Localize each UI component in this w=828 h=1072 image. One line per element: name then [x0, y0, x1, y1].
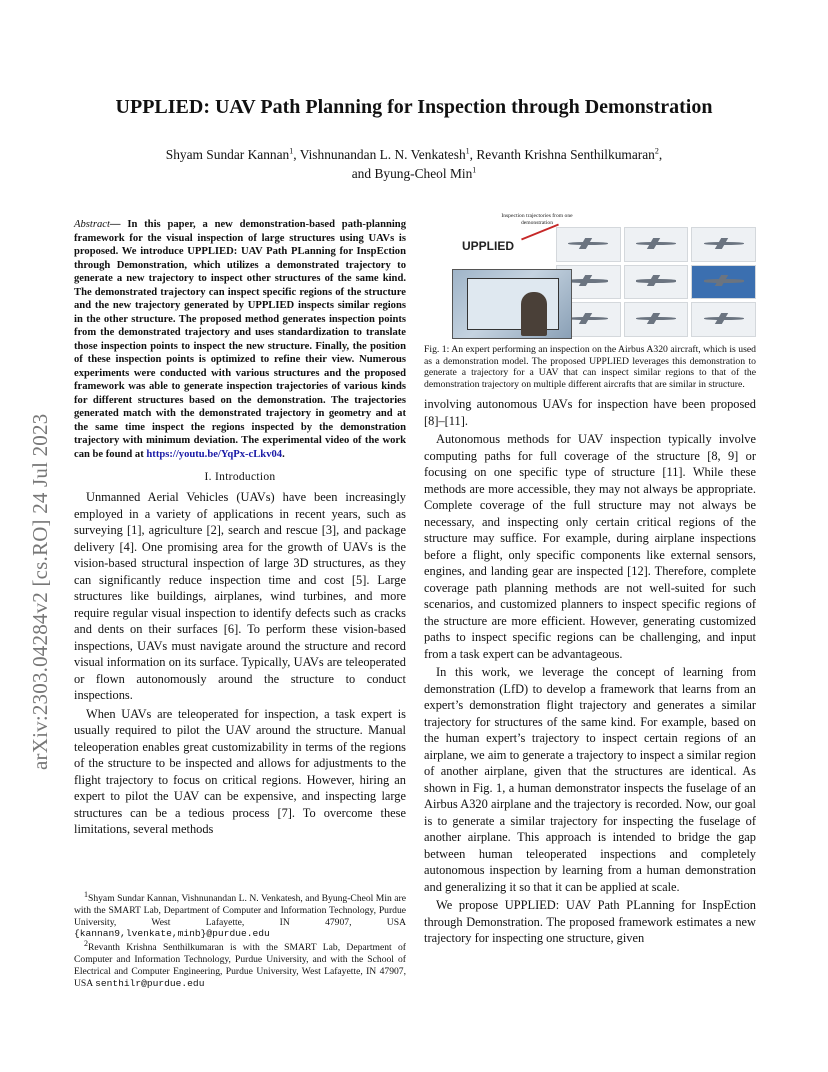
- aircraft-image: [624, 302, 689, 337]
- aircraft-image: [624, 265, 689, 300]
- expert-photo: [452, 269, 572, 339]
- footnote-email: senthilr@purdue.edu: [95, 977, 205, 989]
- aircraft-image: [624, 227, 689, 262]
- footnote-mark: 1: [84, 889, 88, 899]
- figure-caption: Fig. 1: An expert performing an inspection on the Airbus A320 aircraft, which is used as a demonstration model. The proposed UPPLIED leverages this demonstration to generate a trajectory for a UAV that can inspect similar regions to that of the demonstration trajectory on multiple different aircrafts that are similar in structure.: [424, 344, 756, 390]
- figure-1: [424, 213, 756, 338]
- footnotes: [74, 889, 406, 991]
- section-heading: I. Introduction: [204, 471, 276, 483]
- video-link[interactable]: https://youtu.be/YqPx-cLkv04: [146, 448, 283, 460]
- affiliation-mark: 1: [465, 146, 470, 156]
- author-name: Vishnunandan L. N. Venkatesh: [299, 147, 466, 162]
- right-column: [424, 213, 756, 947]
- arrow-icon: [521, 224, 559, 241]
- author-name: Revanth Krishna Senthilkumaran: [476, 147, 655, 162]
- aircraft-image: [691, 302, 756, 337]
- person-image: [521, 292, 547, 336]
- footnote-email: {kannan9,lvenkate,minb}@purdue.edu: [74, 928, 270, 940]
- paragraph: Autonomous methods for UAV inspection typically involve computing paths for full coverage of the structure [8, 9] or focusing on one specific type of structure [11]. While these methods are more accessible, they may not always be appropriate. Complete coverage of the full structure may not always be necessary, and inspecting only certain critical regions of the structure may suffice. For example, during airplane inspections before a flight, only specific components like external sensors, engines, and landing gear are inspected [12]. Therefore, complete coverage path planning methods are not well-suited for such scenarios, and customized planners to inspect specific regions of the structure are more efficient. However, generating customized paths to inspect specific regions can be challenging, and input from a task expert can be advantageous.: [424, 432, 756, 661]
- aircraft-grid: [556, 227, 756, 337]
- footnote-mark: 2: [84, 939, 88, 948]
- author-name: Byung-Cheol Min: [374, 166, 473, 181]
- paper-title: UPPLIED: UAV Path Planning for Inspection through Demonstration: [115, 96, 713, 118]
- footnote: [74, 889, 406, 940]
- author-list: Shyam Sundar Kannan$^1$, Vishnunandan L. N. Venkatesh$^1$, Revanth Krishna Senthilkumaran$^2$, and Byung-Cheol Min$^1$: [165, 146, 663, 181]
- paragraph: In this work, we leverage the concept of learning from demonstration (LfD) to develop a framework that learns from an expert’s demonstration flight trajectory and generates a similar trajectory for structures of the same kind. For example, based on the human expert’s trajectory to inspect certain regions of an airplane, we aim to generate a trajectory to inspect a similar region of another airplane, given that the structures are identical. As shown in Fig. 1, a human demonstrator inspects the fuselage of an Airbus A320 airplane and the trajectory is recorded. Now, our goal is to generate a similar trajectory for inspecting the fuselage of another airplane. This approach is intended to bridge the gap between human teleoperated inspections and completely autonomous inspection by learning from a human demonstration and generalizing it so that it can be applied at scale.: [424, 665, 756, 894]
- affiliation-mark: 1: [472, 165, 477, 175]
- paragraph: When UAVs are teleoperated for inspection, a task expert is usually required to pilot the UAV around the structure. Manual teleoperation enables great customizability in terms of the regions of the structure to be inspected and allows for adjustments to the flight trajectory to focus on critical regions. However, hiring an expert to pilot the UAV can be expensive, and inspecting large structures can be a tedious process [7]. To overcome these limitations, several methods: [74, 706, 406, 836]
- affiliation-mark: 1: [289, 146, 294, 156]
- footnote-text: Shyam Sundar Kannan, Vishnunandan L. N. Venkatesh, and Byung-Cheol Min are with the SMART Lab, Department of Computer and Information Technology, Purdue University, West Lafayette, IN 47907, USA: [74, 893, 406, 928]
- paragraph: We propose UPPLIED: UAV Path PLanning for InspEction through Demonstration. The proposed framework estimates a new trajectory for inspecting one structure, given: [424, 898, 756, 946]
- aircraft-image: [556, 227, 621, 262]
- abstract: [74, 218, 406, 461]
- paragraph: involving autonomous UAVs for inspection have been proposed [8]–[11].: [424, 397, 756, 428]
- affiliation-mark: 2: [654, 146, 659, 156]
- abstract-text: — In this paper, a new demonstration-based path-planning framework for the visual inspection of large structures using UAVs is proposed. We introduce UPPLIED: UAV Path PLanning for InspEction through Demonstration, which utilizes a demonstrated trajectory to generate a new trajectory to inspect other structures of the same kind. The demonstrated trajectory can inspect specific regions of the structure and the new trajectory generated by UPPLIED inspects similar regions in the other structure. The proposed method generates inspection points from the demonstrated trajectory and uses standardization to translate those inspection points to inspect the new structure. Finally, the position of these inspection points is optimized to refine their view. Numerous experiments were conducted with various structures and the proposed framework was able to generate inspection trajectories of various kinds for different structures based on the demonstration. The trajectories generated match with the demonstrated trajectory in geometry and at the same time inspect the regions inspected by the demonstration trajectory with minimum deviation. The experimental video of the work can be found at: [74, 219, 406, 460]
- aircraft-image: [691, 265, 756, 300]
- upplied-label: UPPLIED: [462, 239, 515, 253]
- footnote: [74, 939, 406, 989]
- paragraph: Unmanned Aerial Vehicles (UAVs) have been increasingly employed in a variety of applications in recent years, such as surveying [1], agriculture [2], search and rescue [3], and package delivery [4]. One promising area for the growth of UAVs is the vision-based structural inspection of large 3D structures, as they can significantly reduce inspection time and cost [5]. Large structures like buildings, airplanes, wind turbines, and more require regular visual inspection to identify defects such as cracks and dents on their surfaces [6]. To perform these vision-based inspections, UAVs must navigate around the structure and record visual information on its surface. Typically, UAVs are teleoperated or flown autonomously around the structure to conduct inspections.: [74, 490, 406, 702]
- figure-annotation: Inspection trajectories from one demonstration: [501, 213, 573, 226]
- and-word: and: [351, 166, 372, 181]
- footnote-text: Revanth Krishna Senthilkumaran is with the SMART Lab, Department of Computer and Information Technology, Purdue University, and with the School of Electrical and Computer Engineering, Purdue University, West Lafayette, IN 47907, USA: [74, 942, 406, 989]
- arxiv-stamp: arXiv:2303.04284v2 [cs.RO] 24 Jul 2023: [28, 413, 52, 770]
- aircraft-image: [691, 227, 756, 262]
- abstract-label: Abstract: [74, 219, 110, 230]
- abstract-end: .: [282, 448, 285, 460]
- author-name: Shyam Sundar Kannan: [165, 147, 290, 162]
- left-column: [74, 218, 406, 838]
